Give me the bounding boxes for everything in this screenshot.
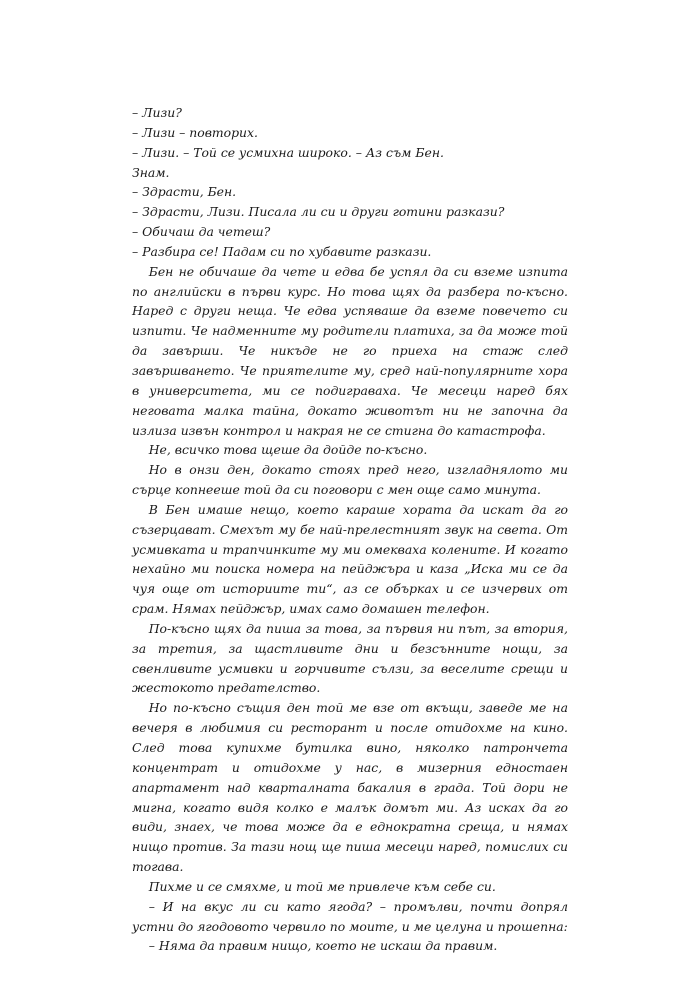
paragraph: Но по-късно същия ден той ме взе от вкъщи, заведе ме на вечеря в любимия си ресторант и после отидохме на кино. След това купихме бутилка вино, няколко патрончета концентрат и отидохме у нас, в мизерния едностаен апартамент над кварталната бакалия в града. Той дори не мигна, когато видя колко е малък домът ми. Аз исках да го види, знаех, че това може да е еднократна среща, и нямах нищо против. За тази нощ ще пиша месеци наред, помислих си тогава.	[132, 700, 568, 875]
paragraph: Но в онзи ден, докато стоях пред него, изгладнялото ми сърце копнееше той да си поговори с мен още само минута.	[132, 462, 568, 498]
paragraph: Бен не обичаше да чете и едва бе успял да си вземе изпита по английски в първи курс. Но това щях да разбера по-късно. Наред с други неща. Че едва успяваше да вземе повечето си изпити. Че надменните му родители платиха, за да може той да завърши. Че никъде не го приеха на стаж след завършването. Че приятелите му, сред най-популярните хора в университета, ми се подиграваха. Че месеци наред бях неговата малка тайна, докато животът ни не започна да излиза извън контрол и накрая не се стигна до катастрофа.	[132, 263, 568, 438]
paragraph: – Няма да правим нищо, което не искаш да правим.	[148, 938, 498, 954]
dialogue-line: – Здрасти, Бен.	[132, 184, 237, 200]
dialogue-line: – Лизи?	[132, 105, 182, 120]
paragraph: Пихме и се смяхме, и той ме привлече към себе си.	[148, 878, 496, 894]
dialogue-line: – Здрасти, Лизи. Писала ли си и други готини разкази?	[132, 204, 505, 220]
paragraph: Не, всичко това щеше да дойде по-късно.	[148, 442, 428, 458]
dialogue-line: – Разбира се! Падам си по хубавите разкази.	[132, 243, 432, 259]
dialogue-line: – Обичаш да четеш?	[132, 224, 271, 240]
dialogue-line: – Лизи – повторих.	[132, 124, 258, 140]
paragraph: В Бен имаше нещо, което караше хората да искат да го съзерцават. Смехът му бе най-прелестният звук на света. От усмивката и трапчинките му ми омекваха колените. И когато нехайно ми поиска номера на пейджъра и каза „Иска ми се да чуя още от историите ти“, аз се обърках и се изчервих от срам. Нямах пейджър, имах само домашен телефон.	[132, 501, 568, 617]
dialogue-line: – Лизи. – Той се усмихна широко. – Аз съм Бен.	[132, 144, 444, 160]
book-page	[132, 103, 568, 956]
narration-line: Знам.	[132, 164, 170, 180]
paragraph: По-късно щях да пиша за това, за първия ни път, за втория, за третия, за щастливите дни и безсънните нощи, за свенливите усмивки и горчивите сълзи, за веселите срещи и жестокото предателство.	[132, 620, 568, 696]
paragraph: – И на вкус ли си като ягода? – промълви, почти допрял устни до ягодовото червило по моите, и ме целуна и прошепна:	[132, 898, 568, 934]
